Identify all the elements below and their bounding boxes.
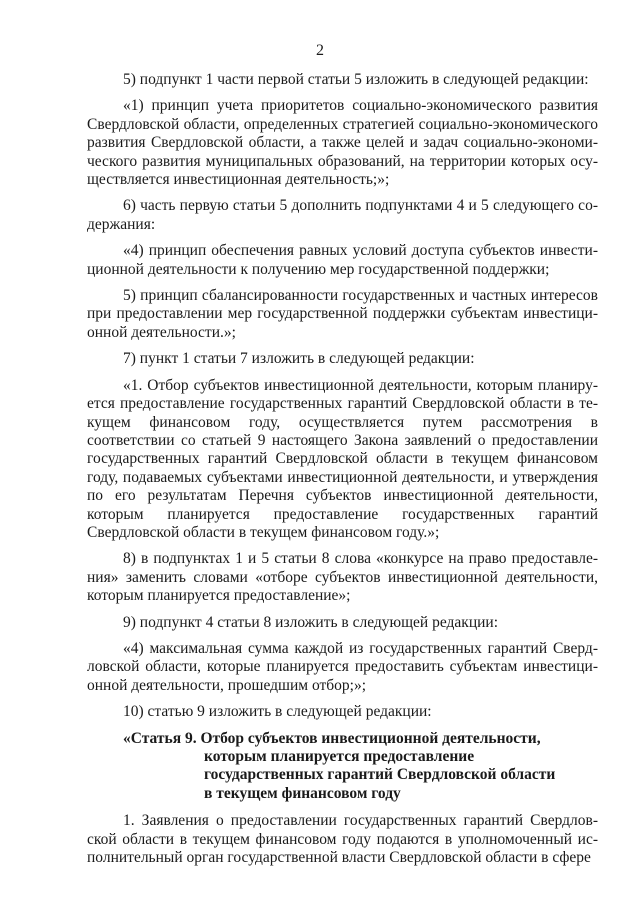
paragraph-item-8: 8) в подпунктах 1 и 5 статьи 8 слова «конкурсе на право предоставления» заменить словами «отборе субъектов инвестиционной деятельности, которым планируется предоставление»; (87, 550, 598, 605)
paragraph-item-6: 6) часть первую статьи 5 дополнить подпунктами 4 и 5 следующего содержания: (87, 197, 598, 233)
paragraph-article-9-point-1: 1. Заявления о предоставлении государственных гарантий Свердловской области в текущем финансовом году подаются в уполномоченный исполнительный орган государственной власти Свердловской области в сфере (87, 812, 598, 867)
document-body (87, 71, 598, 875)
paragraph-item-7: 7) пункт 1 статьи 7 изложить в следующей редакции: (123, 350, 475, 368)
paragraph-item-5: 5) подпункт 1 части первой статьи 5 изложить в следующей редакции: (123, 71, 589, 88)
paragraph-quote-principle-4: «4) принцип обеспечения равных условий доступа субъектов инвестиционной деятельности к получению мер государственной поддержки; (87, 242, 598, 278)
page-number: 2 (316, 42, 324, 59)
article-9-heading (87, 730, 598, 804)
paragraph-quote-principle-5: 5) принцип сбалансированности государственных и частных интересов при предоставлении мер государственной поддержки субъектам инвестиционной деятельности.»; (87, 287, 598, 341)
article-heading-line: «Статья 9. Отбор субъектов инвестиционной деятельности, (123, 729, 541, 747)
article-heading-line: в текущем финансовом году (204, 784, 401, 802)
paragraph-item-9: 9) подпункт 4 статьи 8 изложить в следующей редакции: (123, 613, 499, 631)
article-heading-line: которым планируется предоставление (204, 748, 475, 765)
paragraph-quote-principle-1: «1) принцип учета приоритетов социально-экономического развития Свердловской области, определенных стратегией социально-экономического развития Свердловской области, а также целей и задач социально-экономического развития муниципальных образований, на территории которых осуществляется инвестиционная деятельность;»; (87, 97, 598, 189)
paragraph-item-10: 10) статью 9 изложить в следующей редакции: (123, 703, 432, 721)
paragraph-quote-article-7-point-1: «1. Отбор субъектов инвестиционной деятельности, которым планируется предоставление государственных гарантий Свердловской области в текущем финансовом году, осуществляется путем рассмотрения в соответствии со статьей 9 настоящего Закона заявлений о предоставлении государственных гарантий Свердловской области в текущем финансовом году, подаваемых субъектами инвестиционной деятельности, и утверждения по его результатам Перечня субъектов инвестиционной деятельности, которым планируется предоставление государственных гарантий Свердловской области в текущем финансовом году.»; (87, 376, 598, 541)
paragraph-quote-article-8-point-4: «4) максимальная сумма каждой из государственных гарантий Свердловской области, которые планируется предоставить субъектам инвестиционной деятельности, прошедшим отбор;»; (87, 639, 598, 694)
article-heading-line: государственных гарантий Свердловской области (204, 766, 556, 784)
